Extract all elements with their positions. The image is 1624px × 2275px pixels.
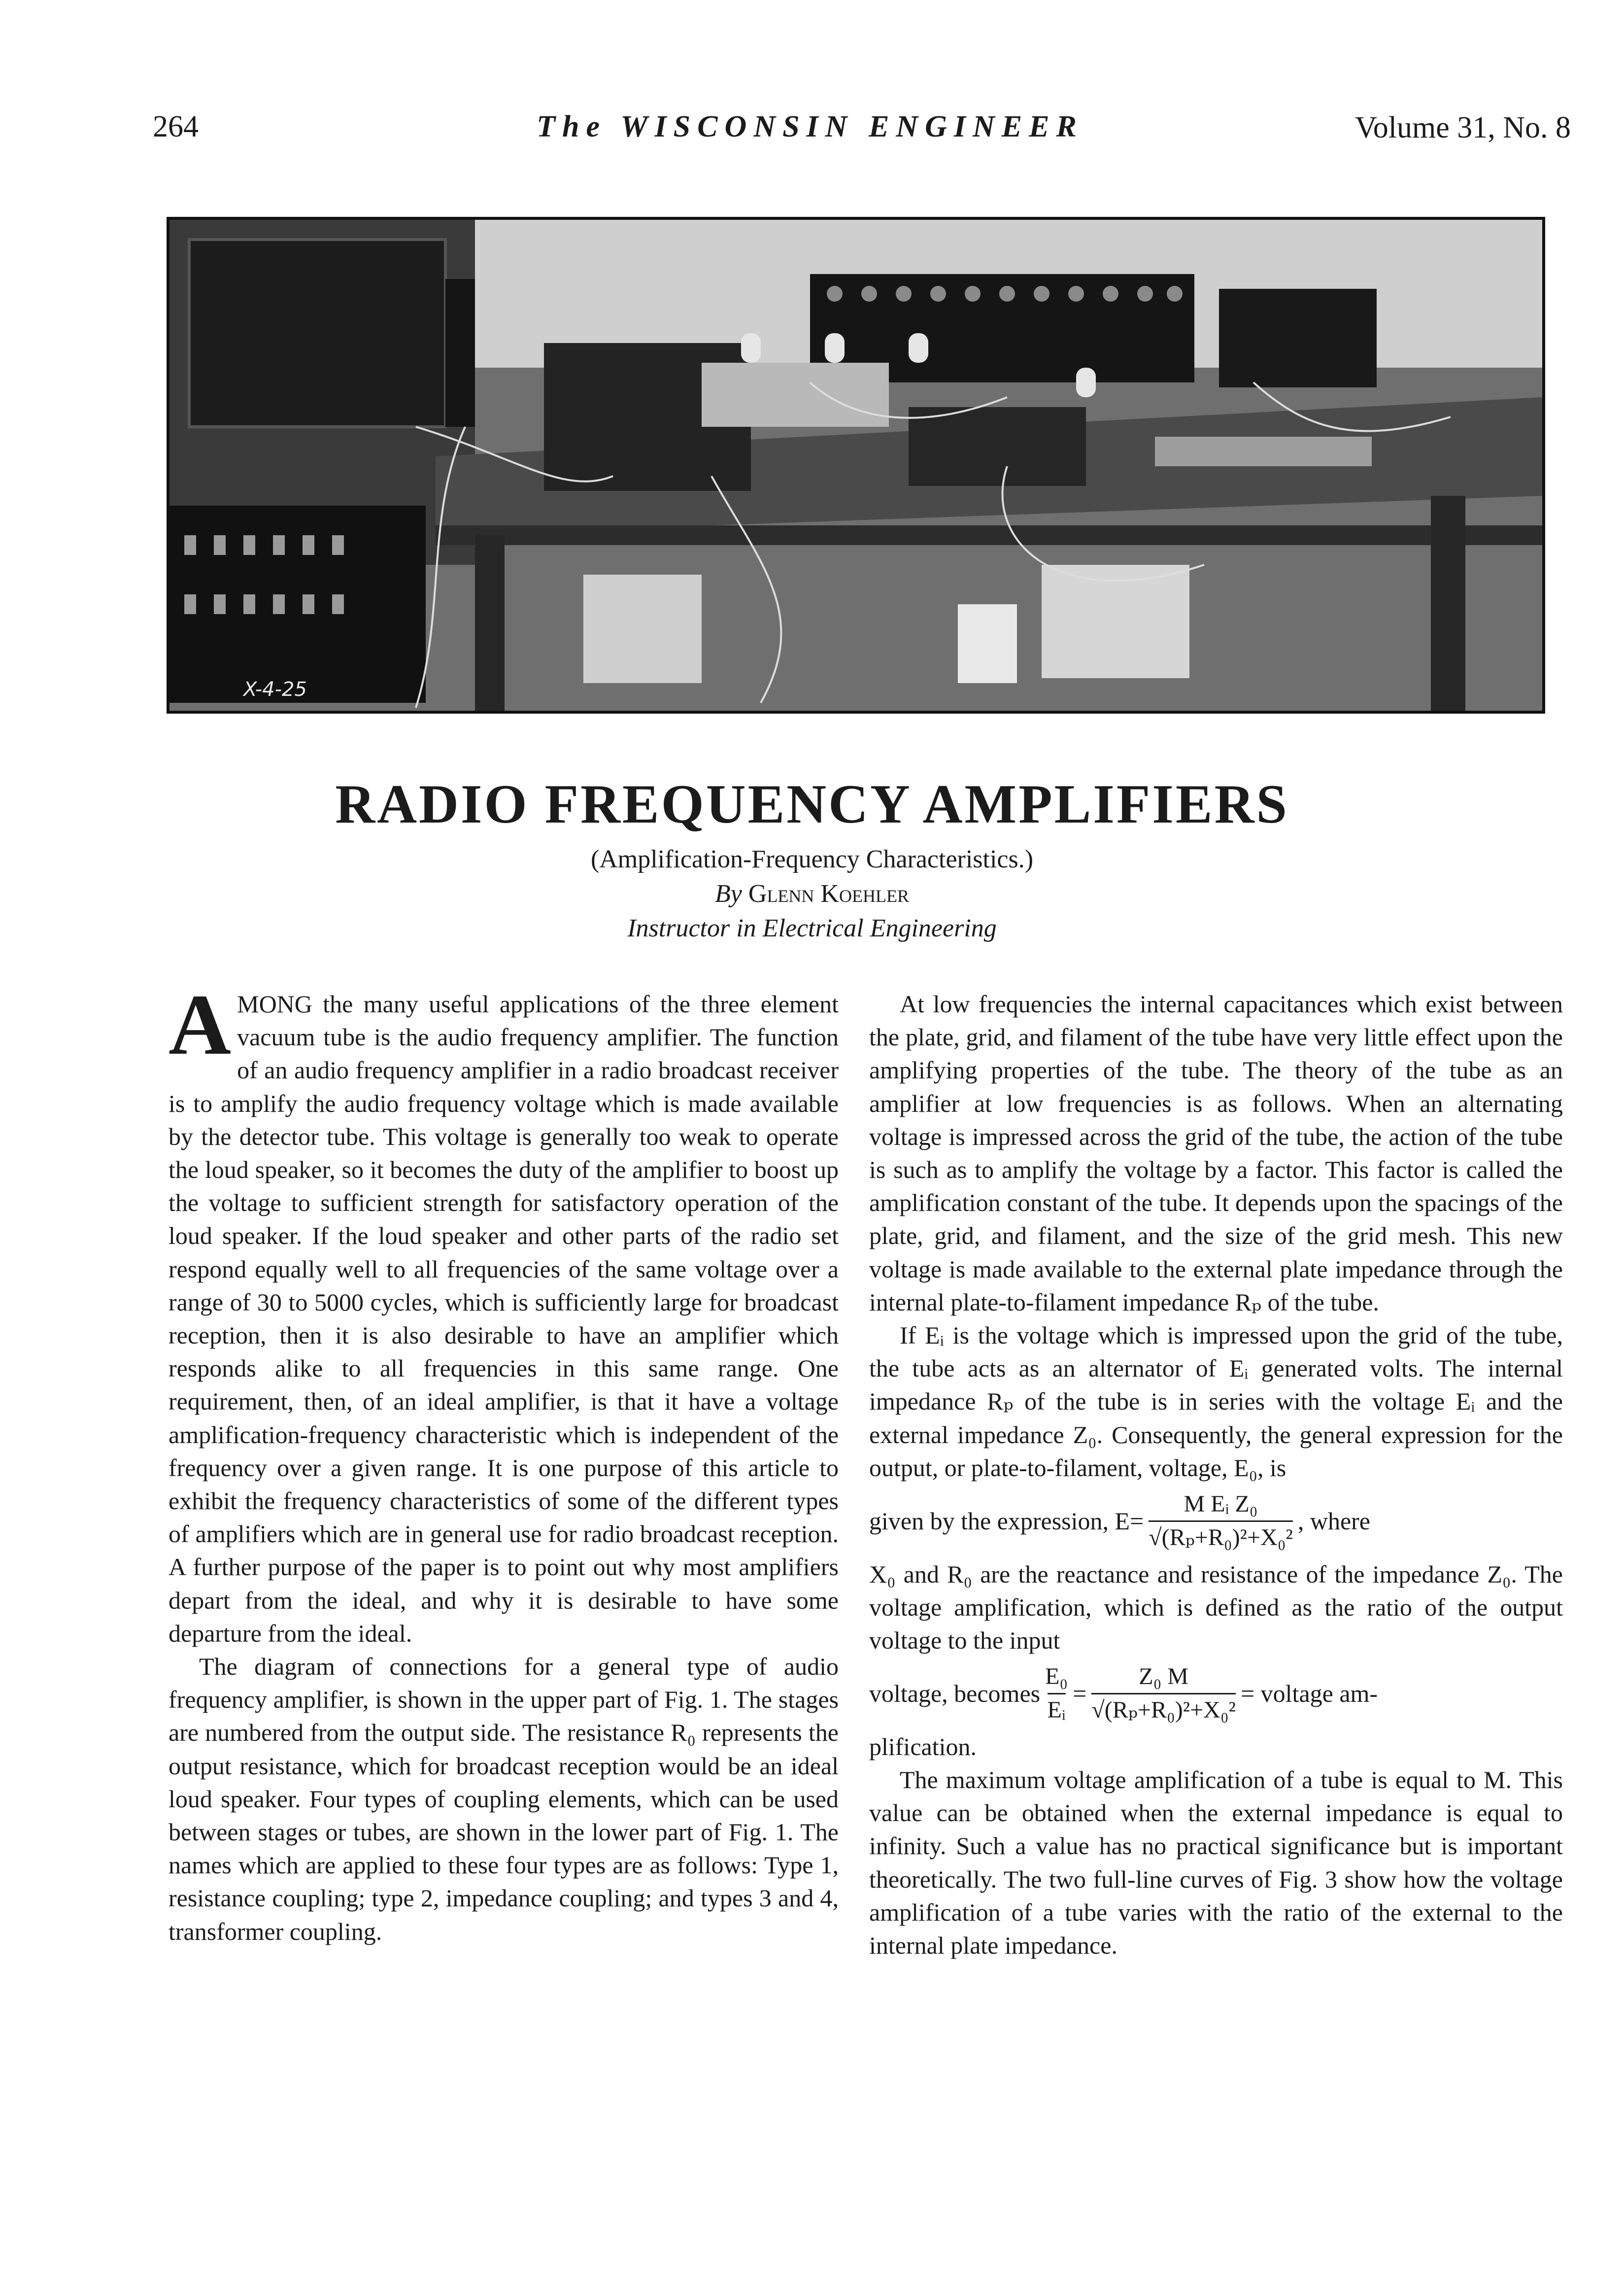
laboratory-photo (167, 217, 1545, 714)
article-subtitle: (Amplification-Frequency Characteristics.) (590, 845, 1034, 873)
fraction (1149, 1491, 1293, 1551)
fraction-numerator: E₀ (1045, 1663, 1068, 1690)
author-affiliation: Instructor in Electrical Engineering (627, 914, 997, 942)
left-column (169, 977, 839, 1948)
fraction (1045, 1664, 1068, 1723)
equation-lead-text: given by the expression, E= (869, 1507, 1144, 1535)
lab-bench-illustration (169, 220, 1542, 711)
paragraph (169, 977, 839, 1650)
byline (0, 879, 1624, 908)
right-column (869, 988, 1563, 1962)
byline-by: By (715, 880, 742, 908)
fraction-numerator: Z₀ M (1139, 1663, 1189, 1690)
equation-output-voltage (869, 1491, 1563, 1551)
paragraph-text: MONG the many useful applications of the three element vacuum tube is the audio frequency amplifier. The function of an audio frequency amplifier in a radio broadcast receiver is to amplify the audio frequency voltage which is made available by the detector tube. This voltage is generally too weak to operate the loud speaker, so it becomes the duty of the amplifier to boost up the voltage to sufficient strength for satisfactory operation of the loud speaker. If the loud speaker and other parts of the radio set respond equally well to all frequencies of the same voltage over a range of 30 to 5000 cycles, which is sufficiently large for broadcast reception, then it is also desirable to have an amplifier which responds alike to all frequencies in this same range. One requirement, then, of an ideal amplifier, is that it have a voltage amplification-frequency characteristic which is independent of the frequency over a given range. It is one purpose of this article to exhibit the frequency characteristics of some of the different types of amplifiers which are in general use for radio broadcast reception. A further purpose of the paper is to point out why most amplifiers depart from the ideal, and why it is desirable to have some departure from the ideal. (169, 990, 839, 1647)
equals-sign: = (1073, 1679, 1087, 1707)
article-title: RADIO FREQUENCY AMPLIFIERS (335, 774, 1289, 835)
equation-voltage-amplification (869, 1664, 1563, 1723)
equation-lead-text: voltage, becomes (869, 1679, 1041, 1707)
paragraph: The maximum voltage amplification of a tube is equal to M. This value can be obtained when the external impedance is equal to infinity. Such a value has no practical significance but is important theoretically. The two full-line curves of Fig. 3 show how the voltage amplification of a tube varies with the ratio of the external to the internal plate impedance. (869, 1766, 1563, 1960)
equation-trail-text: = voltage am- (1240, 1679, 1378, 1707)
paragraph: At low frequencies the internal capacitances which exist between the plate, grid, and filament of the tube have very little effect upon the amplifying properties of the tube. The theory of the tube as an amplifier at low frequencies is as follows. When an alternating voltage is impressed across the grid of the tube, the action of the tube is such as to amplify the voltage by a factor. This factor is called the amplification constant of the tube. It depends upon the spacings of the plate, grid, and filament, and the size of the grid mesh. This new voltage is made available to the external plate impedance through the internal plate-to-filament impedance Rₚ of the tube. (869, 990, 1563, 1316)
paragraph: X₀ and R₀ are the reactance and resistance of the impedance Z₀. The voltage amplification, which is defined as the ratio of the output voltage to the input (869, 1560, 1563, 1655)
fraction-denominator: √(Rₚ+R₀)²+X₀² (1149, 1520, 1293, 1551)
fraction-denominator: √(Rₚ+R₀)²+X₀² (1091, 1693, 1236, 1723)
volume-issue: Volume 31, No. 8 (1354, 111, 1571, 144)
fraction-numerator: M Eᵢ Z₀ (1184, 1491, 1258, 1517)
fraction (1091, 1664, 1236, 1723)
drop-cap: A (169, 977, 232, 1073)
photo-negative-number: X-4-25 (243, 678, 307, 701)
fraction-denominator: Eᵢ (1048, 1693, 1066, 1723)
paragraph: If Eᵢ is the voltage which is impressed upon the grid of the tube, the tube acts as an alternator of Eᵢ generated volts. The internal impedance Rₚ of the tube is in series with the voltage Eᵢ and the external impedance Z₀. Consequently, the general expression for the output, or plate-to-filament, voltage, E₀, is (869, 1321, 1563, 1482)
page-number: 264 (153, 110, 199, 143)
journal-title: The WISCONSIN ENGINEER (537, 110, 1083, 143)
paragraph: plification. (869, 1732, 977, 1760)
running-header (148, 109, 1571, 149)
paragraph: The diagram of connections for a general type of audio frequency amplifier, is shown in the upper part of Fig. 1. The stages are numbered from the output side. The resistance R₀ represents the output resistance, which for broadcast reception would be an ideal loud speaker. Four types of coupling elements, which can be used between stages or tubes, are shown in the lower part of Fig. 1. The names which are applied to these four types are as follows: Type 1, resistance coupling; type 2, impedance coupling; and types 3 and 4, transformer coupling. (169, 1653, 839, 1945)
author-name: Glenn Koehler (748, 880, 909, 908)
equation-trail-text: , where (1297, 1507, 1371, 1535)
